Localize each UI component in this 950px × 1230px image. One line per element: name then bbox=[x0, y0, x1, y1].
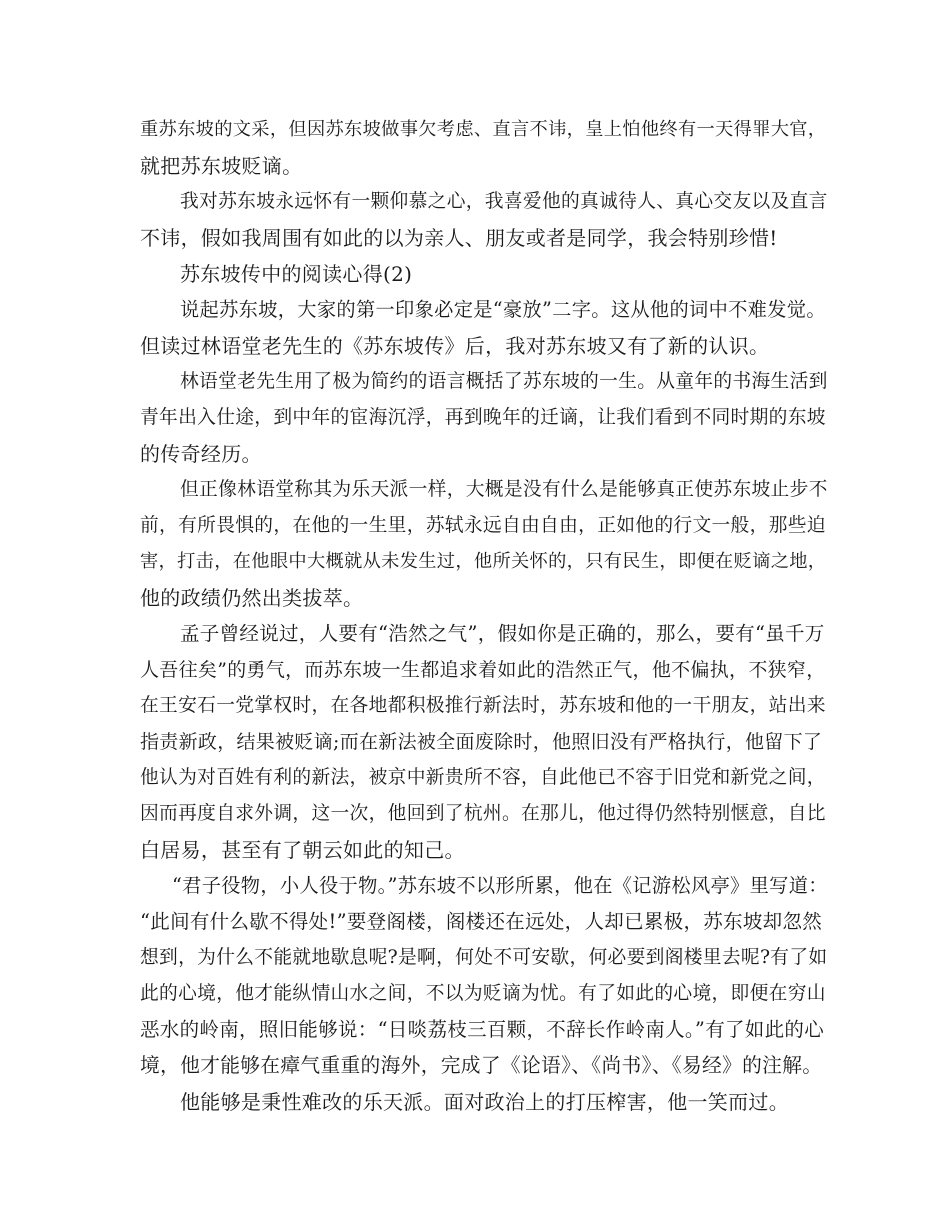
text-line: 他的政绩仍然出类拔萃。 bbox=[140, 586, 364, 610]
text-line: 因而再度自求外调，这一次，他回到了杭州。在那儿，他过得仍然特别惬意，自比 bbox=[140, 803, 826, 824]
text-line: “此间有什么歇不得处!”要登阁楼，阁楼还在远处，人却已累极，苏东坡却忽然 bbox=[140, 910, 823, 933]
text-line: 重苏东坡的文采，但因苏东坡做事欠考虑、直言不讳，皇上怕他终有一天得罪大官， bbox=[140, 119, 827, 140]
text-line: 境，他才能够在瘴气重重的海外，完成了《论语》、《尚书》、《易经》的注解。 bbox=[140, 1054, 823, 1077]
text-line: 他能够是秉性难改的乐天派。面对政治上的打压榨害，他一笑而过。 bbox=[180, 1090, 789, 1114]
text-line: “君子役物，小人役于物。”苏东坡不以形所累，他在《记游松风亭》里写道： bbox=[172, 874, 828, 897]
text-line: 不讳，假如我周围有如此的以为亲人、朋友或者是同学，我会特别珍惜! bbox=[140, 226, 778, 250]
text-line: 但正像林语堂称其为乐天派一样，大概是没有什么是能够真正使苏东坡止步不 bbox=[180, 479, 828, 500]
text-line: 但读过林语堂老先生的《苏东坡传》后，我对苏东坡又有了新的认识。 bbox=[140, 334, 770, 358]
text-line: 白居易，甚至有了朝云如此的知己。 bbox=[140, 838, 465, 862]
text-line: 孟子曾经说过，人要有“浩然之气”，假如你是正确的，那么，要有“虽千万 bbox=[180, 622, 825, 645]
text-line: 就把苏东坡贬谪。 bbox=[140, 154, 303, 178]
text-line: 的传奇经历。 bbox=[140, 442, 262, 466]
text-line: 他认为对百姓有利的新法，被京中新贵所不容，自此他已不容于旧党和新党之间， bbox=[140, 767, 826, 788]
text-line: 人吾往矣”的勇气，而苏东坡一生都追求着如此的浩然正气，他不偏执，不狭窄， bbox=[140, 659, 826, 681]
text-line: 青年出入仕途，到中年的宦海沉浮，再到晚年的迁谪，让我们看到不同时期的东坡 bbox=[140, 407, 826, 428]
text-line: 我对苏东坡永远怀有一颗仰慕之心，我喜爱他的真诚待人、真心交友以及直言 bbox=[180, 191, 828, 212]
section-heading: 苏东坡传中的阅读心得(2) bbox=[180, 262, 413, 286]
text-line: 前，有所畏惧的，在他的一生里，苏轼永远自由自由，正如他的行文一般，那些迫 bbox=[140, 515, 826, 536]
text-line: 想到，为什么不能就地歇息呢?是啊，何处不可安歇，何必要到阁楼里去呢?有了如 bbox=[140, 947, 828, 968]
text-line: 林语堂老先生用了极为简约的语言概括了苏东坡的一生。从童年的书海生活到 bbox=[180, 371, 828, 392]
text-line: 说起苏东坡，大家的第一印象必定是“豪放”二字。这从他的词中不难发觉。 bbox=[180, 298, 826, 321]
text-line: 害，打击，在他眼中大概就从未发生过，他所关怀的，只有民生，即便在贬谪之地， bbox=[140, 551, 827, 572]
text-line: 恶水的岭南，照旧能够说：“日啖荔枝三百颗，不辞长作岭南人。”有了如此的心 bbox=[140, 1018, 824, 1041]
text-line: 在王安石一党掌权时，在各地都积极推行新法时，苏东坡和他的一干朋友，站出来 bbox=[140, 695, 826, 716]
text-line: 指责新政，结果被贬谪;而在新法被全面废除时，他照旧没有严格执行，他留下了 bbox=[140, 731, 823, 753]
text-line: 此的心境，他才能纵情山水之间，不以为贬谪为忧。有了如此的心境，即便在穷山 bbox=[140, 983, 826, 1004]
